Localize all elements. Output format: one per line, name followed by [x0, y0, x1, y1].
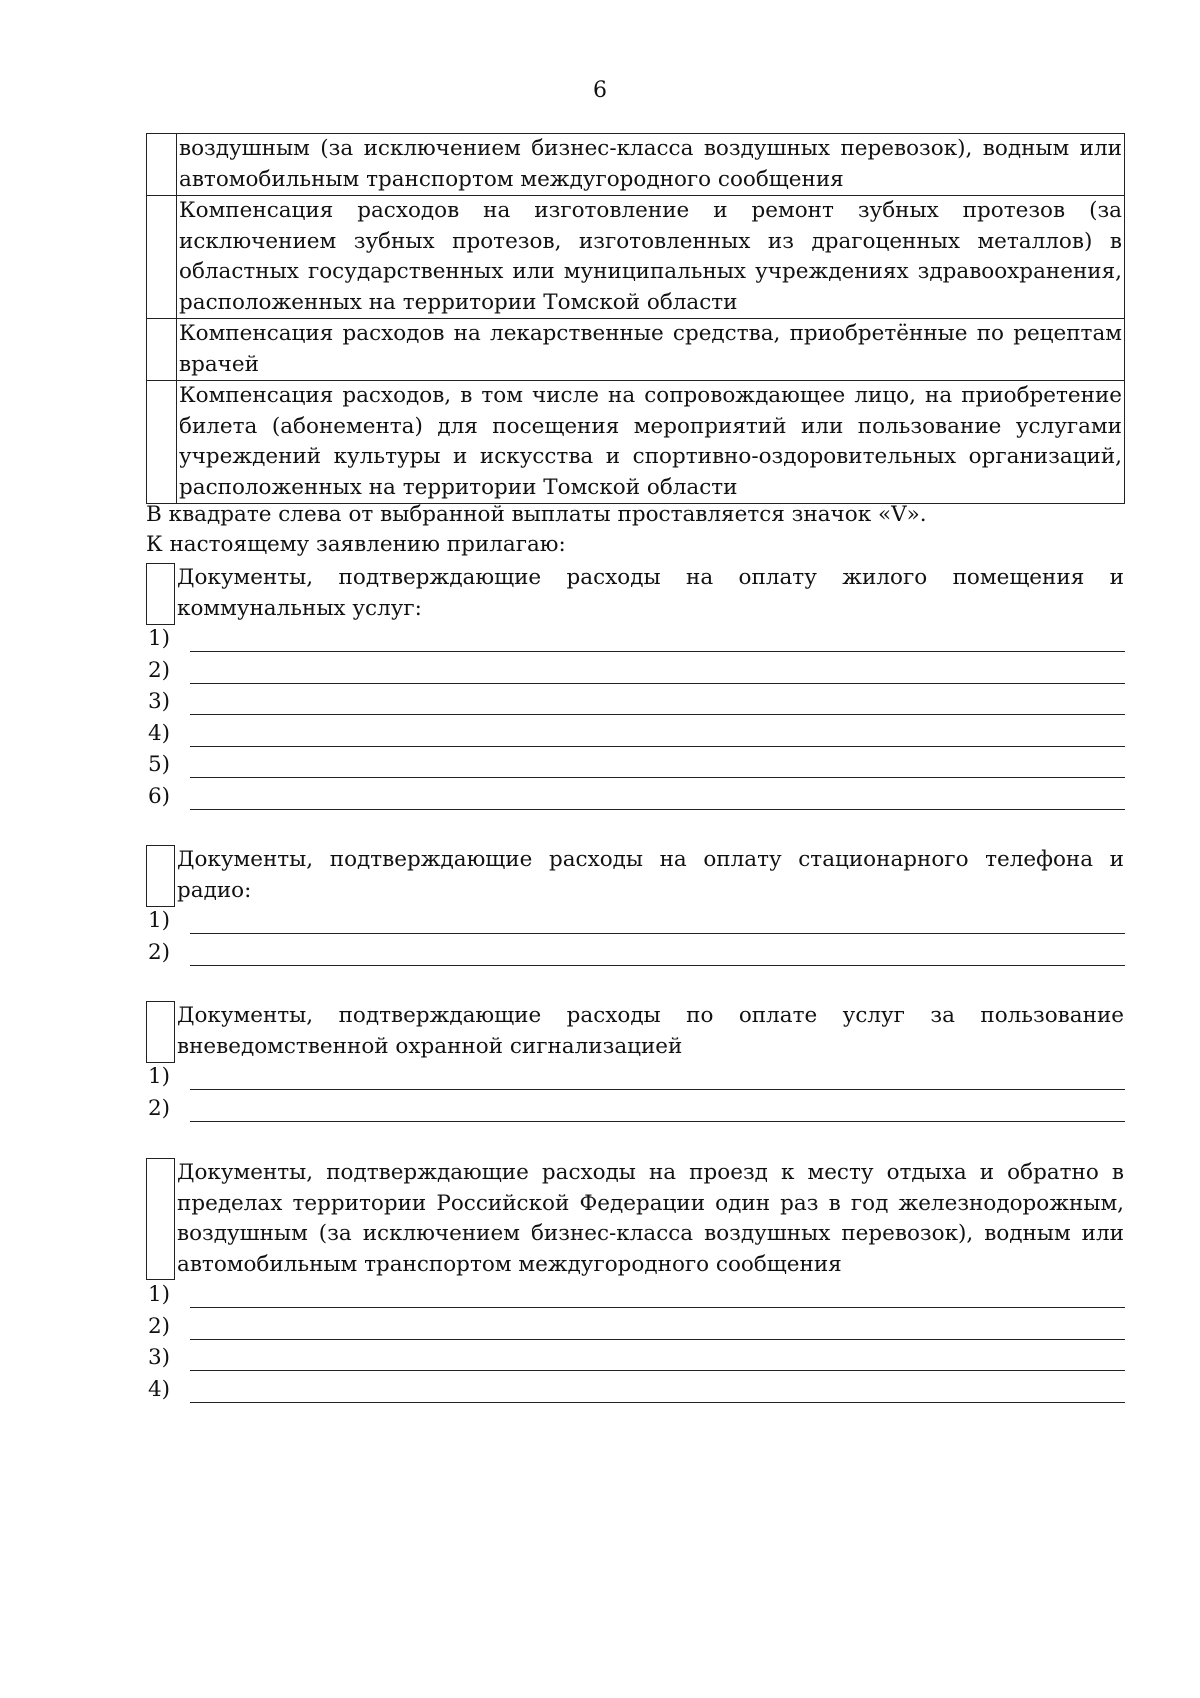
document-input-line[interactable] — [190, 683, 1125, 684]
document-line — [146, 1062, 1125, 1094]
section-title: Документы, подтверждающие расходы по оплате услуг за пользование вневедомственной охранной сигнализацией — [177, 1003, 1124, 1059]
payment-checkbox[interactable] — [147, 319, 177, 381]
document-line — [146, 1280, 1125, 1312]
document-line — [146, 1343, 1125, 1375]
document-line — [146, 624, 1125, 656]
line-number: 2) — [148, 1313, 171, 1339]
payment-option-text: Компенсация расходов на изготовление и ремонт зубных протезов (за исключением зубных протезов, изготовленных из драгоценных металлов) в областных государственных или муниципальных учреждениях здравоохранения, расположенных на территории Томской области — [177, 196, 1125, 319]
document-input-line[interactable] — [190, 651, 1125, 652]
line-number: 2) — [148, 657, 171, 683]
document-input-line[interactable] — [190, 933, 1125, 934]
document-line — [146, 1094, 1125, 1126]
attachment-section-travel — [146, 1158, 1125, 1406]
line-number: 1) — [148, 626, 171, 651]
document-line — [146, 938, 1125, 970]
line-number: 6) — [148, 783, 171, 809]
attach-intro: К настоящему заявлению прилагаю: — [146, 532, 566, 557]
payment-option-text: воздушным (за исключением бизнес-класса воздушных перевозок), водным или автомобильным транспортом междугородного сообщения — [177, 134, 1125, 196]
section-header — [146, 563, 1125, 624]
line-number: 3) — [148, 689, 171, 714]
document-input-line[interactable] — [190, 1307, 1125, 1308]
section-header — [146, 1001, 1125, 1062]
document-input-line[interactable] — [190, 1089, 1125, 1090]
document-input-line[interactable] — [190, 1402, 1125, 1403]
section-checkbox[interactable] — [146, 563, 175, 625]
attachment-section-utilities — [146, 563, 1125, 813]
section-header — [146, 845, 1125, 906]
section-checkbox[interactable] — [146, 845, 175, 907]
document-input-line[interactable] — [190, 777, 1125, 778]
line-number: 4) — [148, 1376, 171, 1402]
page-number: 6 — [593, 78, 607, 103]
attachment-section-phone — [146, 845, 1125, 969]
payment-option-text: Компенсация расходов, в том числе на сопровождающее лицо, на приобретение билета (абонемента) для посещения мероприятий или пользование услугами учреждений культуры и искусства и спортивно-оздоровительных организаций, расположенных на территории Томской области — [177, 381, 1125, 504]
table-row — [147, 134, 1125, 196]
document-line — [146, 1375, 1125, 1407]
section-title: Документы, подтверждающие расходы на оплату жилого помещения и коммунальных услуг: — [177, 565, 1124, 621]
payment-checkbox[interactable] — [147, 381, 177, 504]
section-checkbox[interactable] — [146, 1158, 175, 1280]
line-number: 5) — [148, 752, 171, 777]
document-input-line[interactable] — [190, 809, 1125, 810]
document-line — [146, 687, 1125, 719]
table-row — [147, 319, 1125, 381]
document-line — [146, 656, 1125, 688]
payment-checkbox[interactable] — [147, 196, 177, 319]
line-number: 1) — [148, 1064, 171, 1089]
document-line — [146, 1312, 1125, 1344]
payment-option-text: Компенсация расходов на лекарственные средства, приобретённые по рецептам врачей — [177, 319, 1125, 381]
document-input-line[interactable] — [190, 1339, 1125, 1340]
document-input-line[interactable] — [190, 746, 1125, 747]
document-line — [146, 719, 1125, 751]
line-number: 2) — [148, 939, 171, 965]
line-number: 4) — [148, 720, 171, 746]
document-input-line[interactable] — [190, 714, 1125, 715]
line-number: 3) — [148, 1345, 171, 1370]
line-number: 1) — [148, 1282, 171, 1307]
document-input-line[interactable] — [190, 1370, 1125, 1371]
payment-options-table — [146, 133, 1125, 504]
section-header — [146, 1158, 1125, 1280]
section-checkbox[interactable] — [146, 1001, 175, 1063]
attachment-section-security-alarm — [146, 1001, 1125, 1125]
document-input-line[interactable] — [190, 1121, 1125, 1122]
table-row — [147, 196, 1125, 319]
document-line — [146, 906, 1125, 938]
payment-checkbox[interactable] — [147, 134, 177, 196]
document-line — [146, 782, 1125, 814]
table-row — [147, 381, 1125, 504]
section-title: Документы, подтверждающие расходы на оплату стационарного телефона и радио: — [177, 847, 1124, 903]
mark-instruction: В квадрате слева от выбранной выплаты проставляется значок «V». — [146, 502, 927, 527]
document-input-line[interactable] — [190, 965, 1125, 966]
line-number: 2) — [148, 1095, 171, 1121]
line-number: 1) — [148, 908, 171, 933]
section-title: Документы, подтверждающие расходы на проезд к месту отдыха и обратно в пределах территории Российской Федерации один раз в год железнодорожным, воздушным (за исключением бизнес-класса воздушных перевозок), водным или автомобильным транспортом междугородного сообщения — [177, 1160, 1124, 1277]
document-line — [146, 750, 1125, 782]
